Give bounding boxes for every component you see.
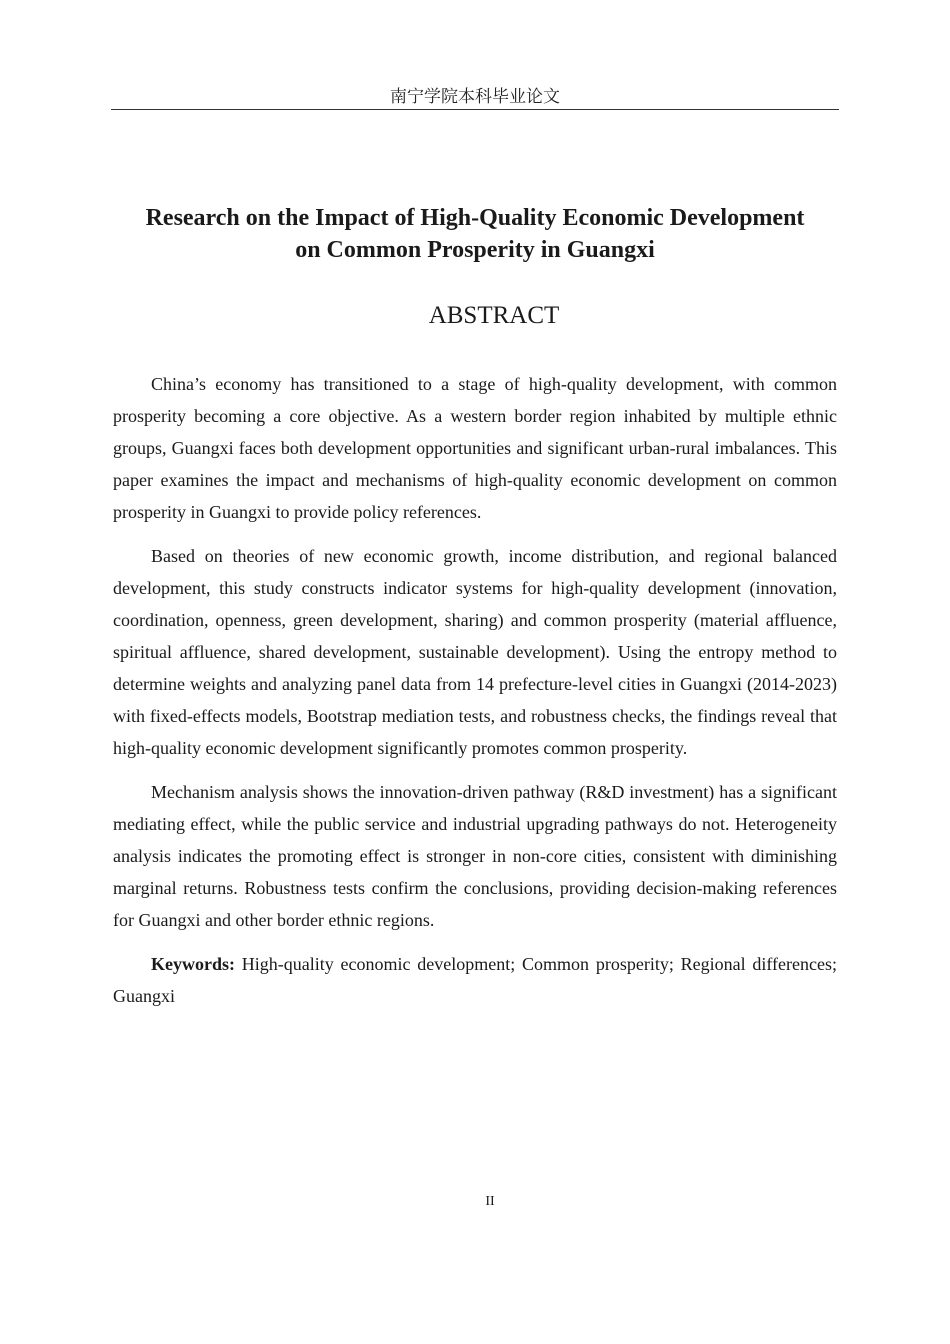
keywords-label: Keywords: <box>151 954 235 974</box>
keywords-paragraph <box>113 948 837 1012</box>
abstract-paragraph-2: Based on theories of new economic growth, income distribution, and regional balanced development, this study constructs indicator systems for high-quality development (innovation, coordination, openness, green development, sharing) and common prosperity (material affluence, spiritual affluence, shared development, sustainable development). Using the entropy method to determine weights and analyzing panel data from 14 prefecture-level cities in Guangxi (2014-2023) with fixed-effects models, Bootstrap mediation tests, and robustness checks, the findings reveal that high-quality economic development significantly promotes common prosperity. <box>113 546 837 758</box>
thesis-title-line-1: Research on the Impact of High-Quality Economic Development <box>145 205 805 231</box>
abstract-heading: ABSTRACT <box>428 302 560 329</box>
page-number: II <box>485 1194 495 1209</box>
keywords-text: High-quality economic development; Common prosperity; Regional differences; Guangxi <box>113 954 837 1006</box>
thesis-title <box>100 202 850 266</box>
abstract-paragraph-3: Mechanism analysis shows the innovation-driven pathway (R&D investment) has a significant mediating effect, while the public service and industrial upgrading pathways do not. Heterogeneity analysis indicates the promoting effect is stronger in non-core cities, consistent with diminishing marginal returns. Robustness tests confirm the conclusions, providing decision-making references for Guangxi and other border ethnic regions. <box>113 782 837 930</box>
header-rule <box>111 109 839 110</box>
abstract-body <box>113 368 837 1024</box>
running-header: 南宁学院本科毕业论文 <box>390 87 560 107</box>
thesis-title-line-2: on Common Prosperity in Guangxi <box>295 237 655 263</box>
abstract-paragraph-1: China’s economy has transitioned to a stage of high-quality development, with common prosperity becoming a core objective. As a western border region inhabited by multiple ethnic groups, Guangxi faces both development opportunities and significant urban-rural imbalances. This paper examines the impact and mechanisms of high-quality economic development on common prosperity in Guangxi to provide policy references. <box>113 374 837 522</box>
